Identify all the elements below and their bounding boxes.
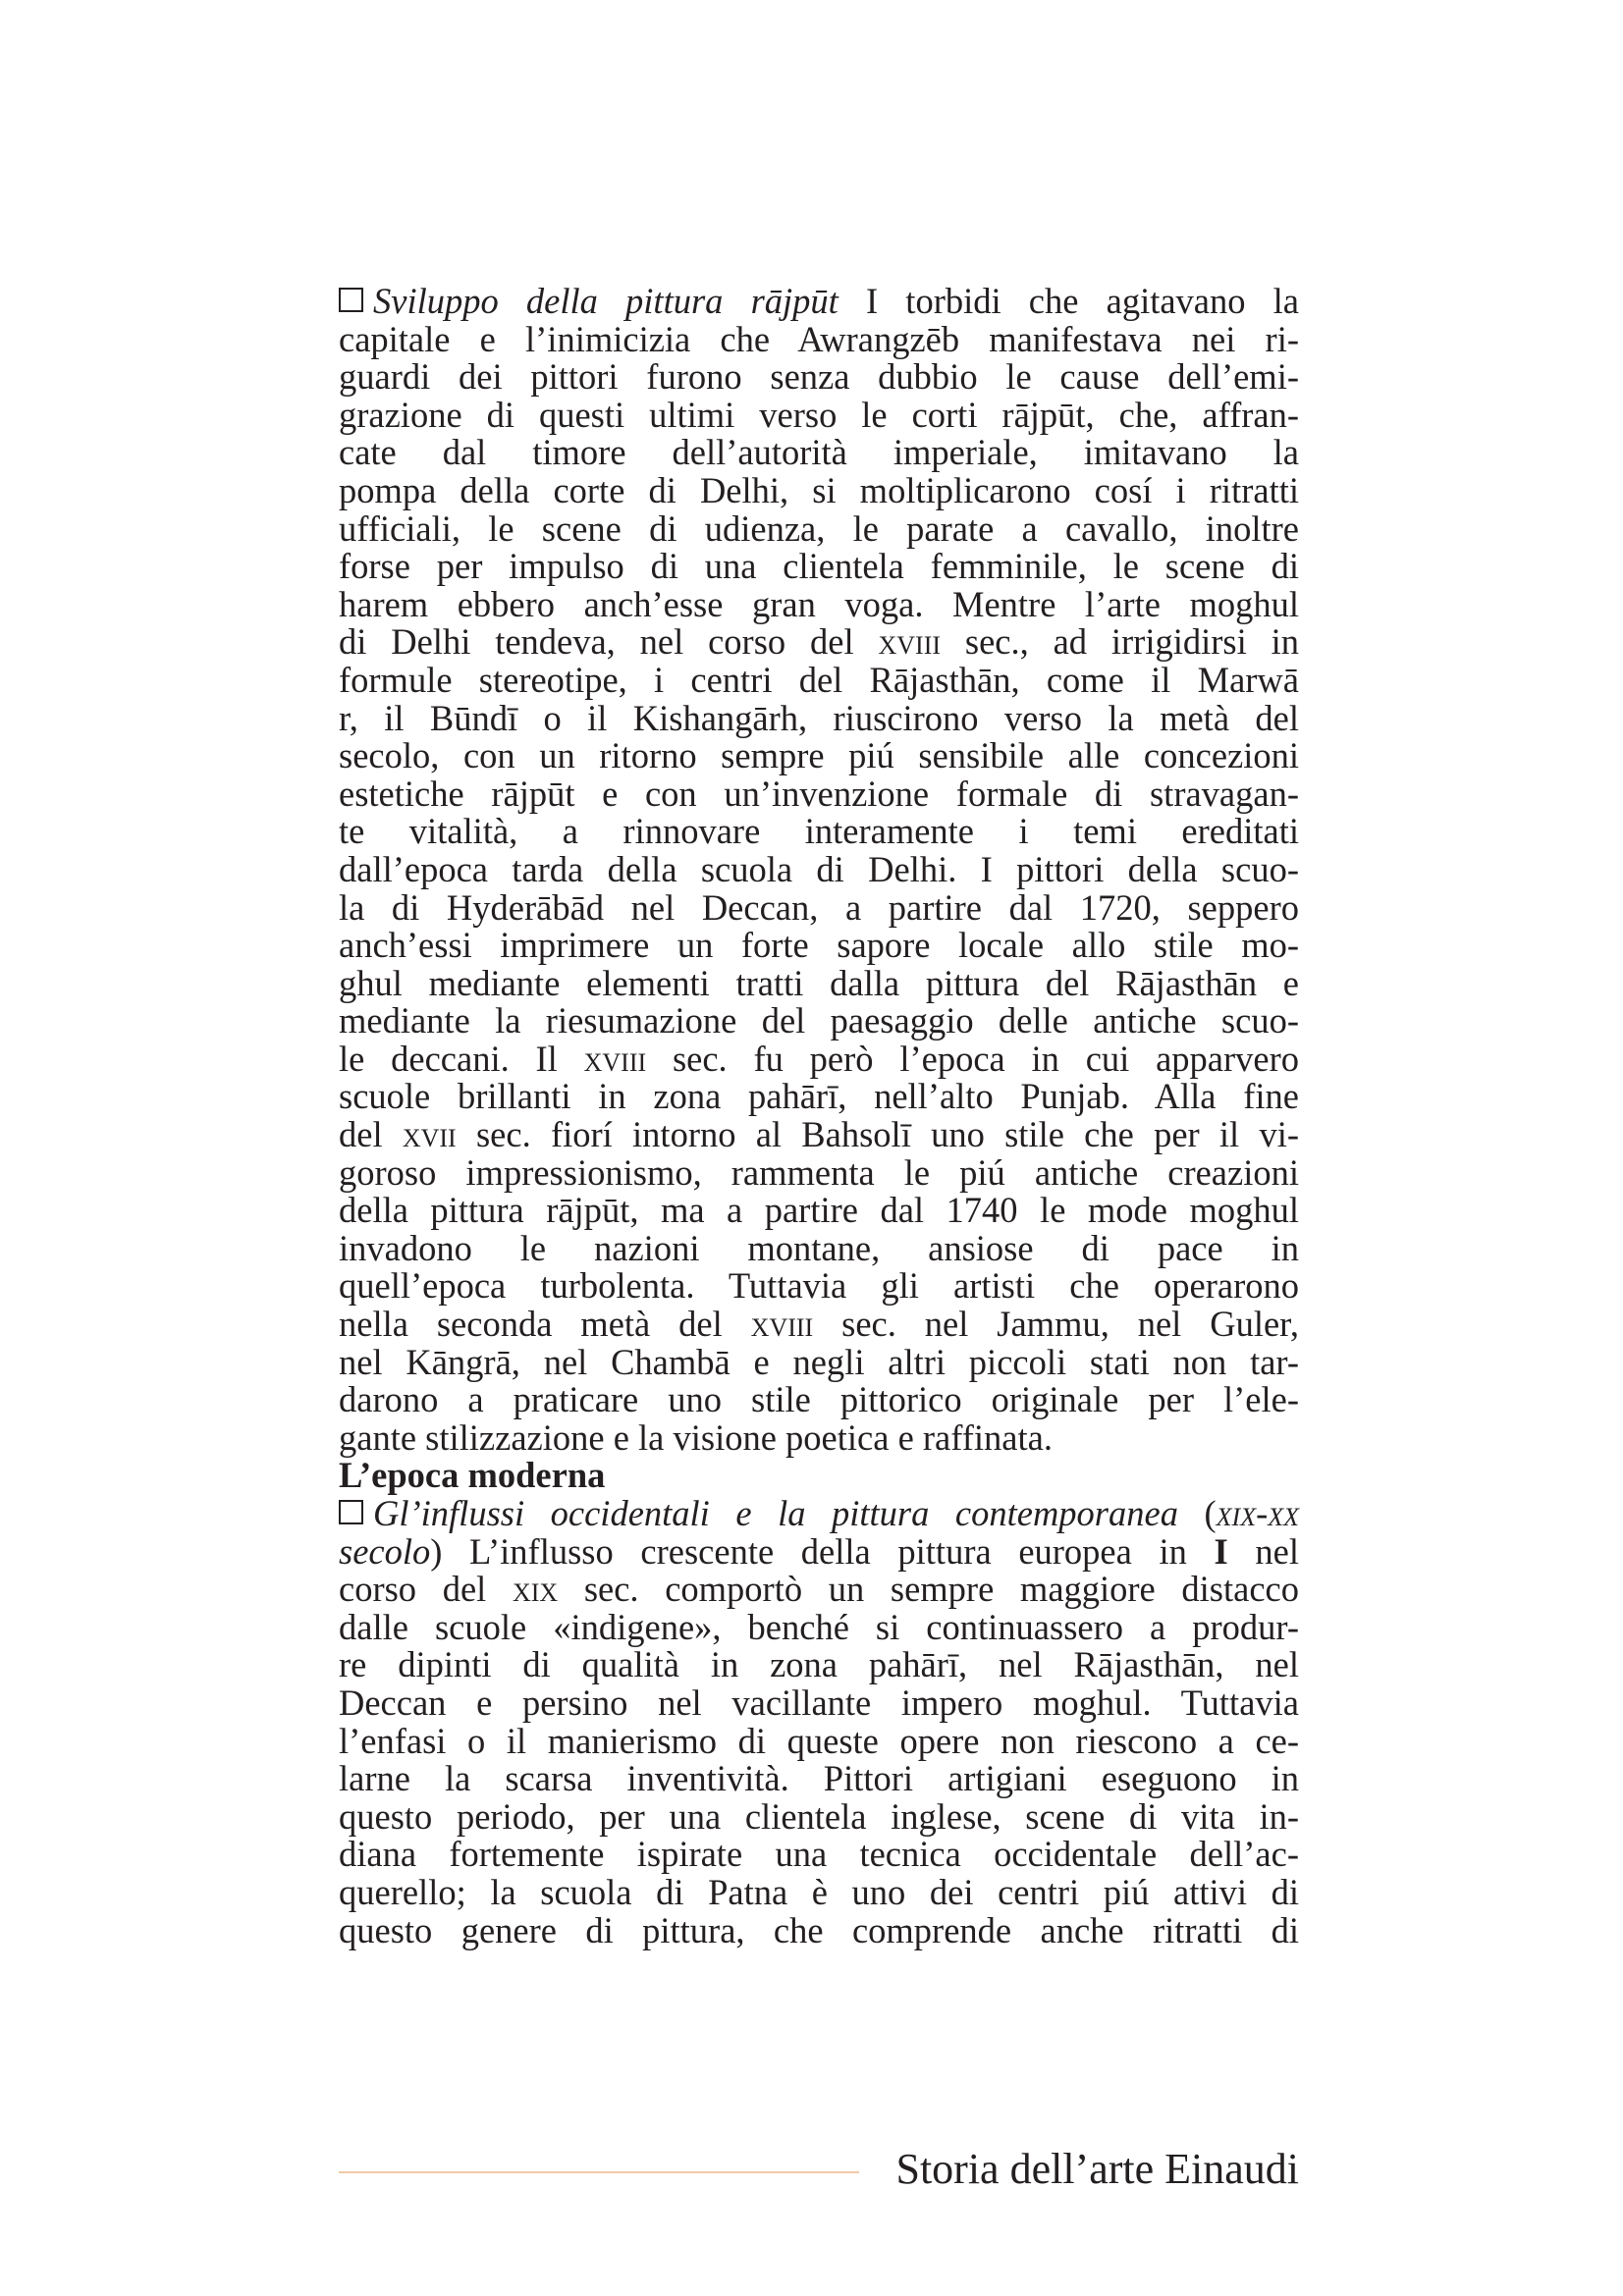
text-line: harem ebbero anch’esse gran voga. Mentre l’arte moghul	[339, 583, 1299, 624]
text-line: dalle scuole «indigene», benché si continuassero a produr-	[339, 1606, 1299, 1647]
text-line: nella seconda metà del xviii sec. nel Jammu, nel Guler,	[339, 1304, 1300, 1345]
text-line: questo periodo, per una clientela inglese, scene di vita in-	[339, 1795, 1299, 1837]
text-line: quell’epoca turbolenta. Tuttavia gli artisti che operarono	[339, 1265, 1299, 1307]
text-line: scuole brillanti in zona pahārī, nell’alto Punjab. Alla fine	[339, 1076, 1299, 1117]
text-line: mediante la riesumazione del paesaggio delle antiche scuo-	[339, 1000, 1299, 1041]
text-line: cate dal timore dell’autorità imperiale, imitavano la	[339, 432, 1299, 473]
text-line: della pittura rājpūt, ma a partire dal 1740 le mode moghul	[339, 1190, 1299, 1231]
century-numeral: xviii	[750, 1304, 814, 1345]
footer-publisher-text: Storia dell’arte Einaudi	[895, 2145, 1299, 2193]
page-footer	[339, 2140, 1299, 2199]
text-line: invadono le nazioni montane, ansiose di pace in	[339, 1227, 1299, 1268]
century-numeral: xvii	[402, 1114, 457, 1155]
footer-rule	[339, 2171, 859, 2173]
main-text	[339, 283, 1299, 1949]
text-line: nel Kāngrā, nel Chambā e negli altri piccoli stati non tar-	[339, 1341, 1299, 1382]
text-line: diana fortemente ispirate una tecnica occidentale dell’ac-	[339, 1834, 1299, 1875]
century-numeral: xix	[512, 1569, 559, 1610]
section-square-icon	[339, 1500, 363, 1524]
text-line: grazione di questi ultimi verso le corti rājpūt, che, affran-	[339, 394, 1299, 435]
text-line: darono a praticare uno stile pittorico originale per l’ele-	[339, 1379, 1299, 1420]
section-title: Gl’influssi occidentali e la pittura contemporanea	[373, 1493, 1178, 1533]
index-letter: I	[1214, 1530, 1228, 1572]
text-line: ufficiali, le scene di udienza, le parate a cavallo, inoltre	[339, 507, 1299, 549]
text-line: forse per impulso di una clientela femminile, le scene di	[339, 546, 1299, 587]
text-line: Deccan e persino nel vacillante impero moghul. Tuttavia	[339, 1682, 1299, 1723]
text-line: dall’epoca tarda della scuola di Delhi. I pittori della scuo-	[339, 848, 1299, 889]
century-numeral: xviii	[878, 621, 942, 663]
section-heading: L’epoca moderna	[339, 1455, 606, 1496]
text-line: Sviluppo della pittura rājpūt I torbidi che agitavano la	[339, 283, 1299, 321]
text-line: secolo, con un ritorno sempre piú sensibile alle concezioni	[339, 735, 1299, 776]
text-line: l’enfasi o il manierismo di queste opere non riescono a ce-	[339, 1720, 1299, 1761]
text-line: gante stilizzazione e la visione poetica e raffinata.	[339, 1416, 1053, 1458]
text-line: anch’essi imprimere un forte sapore locale allo stile mo-	[339, 925, 1299, 966]
text-line: querello; la scuola di Patna è uno dei centri piú attivi di	[339, 1871, 1299, 1912]
text-line: pompa della corte di Delhi, si moltiplicarono cosí i ritratti	[339, 469, 1299, 510]
text-line: del xvii sec. fiorí intorno al Bahsolī uno stile che per il vi-	[339, 1114, 1299, 1155]
text-line: di Delhi tendeva, nel corso del xviii sec., ad irrigidirsi in	[339, 621, 1300, 663]
century-range: xix-xx	[1216, 1493, 1299, 1533]
text-line: la di Hyderābād nel Deccan, a partire dal 1720, seppero	[339, 886, 1299, 928]
text-line: questo genere di pittura, che comprende anche ritratti di	[339, 1909, 1299, 1950]
text-line: guardi dei pittori furono senza dubbio le cause dell’emi-	[339, 356, 1299, 398]
text-line: le deccani. Il xviii sec. fu però l’epoca in cui apparvero	[339, 1038, 1299, 1079]
text-line: capitale e l’inimicizia che Awrangzēb manifestava nei ri-	[339, 318, 1299, 359]
section-square-icon	[339, 288, 363, 312]
section-title: Sviluppo della pittura rājpūt	[373, 281, 839, 321]
text-line: Gl’influssi occidentali e la pittura contemporanea (xix-xx	[339, 1495, 1299, 1533]
text-line: r, il Būndī o il Kishangārh, riuscirono verso la metà del	[339, 697, 1299, 738]
text-line: formule stereotipe, i centri del Rājasthān, come il Marwā	[339, 659, 1299, 700]
century-numeral: xviii	[583, 1038, 647, 1079]
text-line: estetiche rājpūt e con un’invenzione formale di stravagan-	[339, 773, 1299, 814]
text-line: larne la scarsa inventività. Pittori artigiani eseguono in	[339, 1758, 1299, 1799]
text-line: corso del xix sec. comportò un sempre maggiore distacco	[339, 1569, 1299, 1610]
text-line: te vitalità, a rinnovare interamente i temi ereditati	[339, 811, 1299, 852]
text-line: secolo) L’influsso crescente della pittura europea in I nel	[339, 1530, 1299, 1572]
text-line: re dipinti di qualità in zona pahārī, nel Rājasthān, nel	[339, 1644, 1299, 1685]
text-line: ghul mediante elementi tratti dalla pittura del Rājasthān e	[339, 962, 1299, 1003]
text-line: goroso impressionismo, rammenta le piú antiche creazioni	[339, 1151, 1299, 1193]
